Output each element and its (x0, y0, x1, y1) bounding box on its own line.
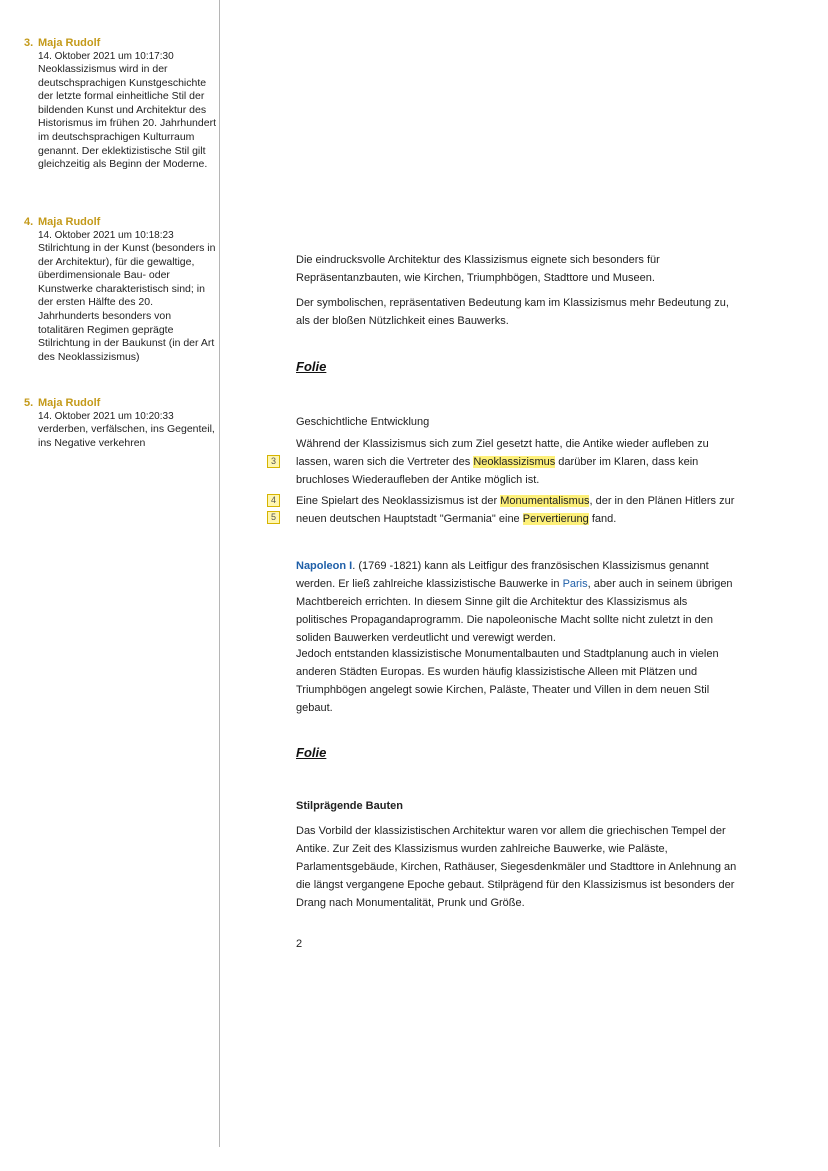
text-run: . (1769 -1821) kann als Leitfigur des französischen Klassizismus genannt werden. Er ließ zahlreiche klassizistische Bauwerke in (296, 560, 709, 590)
comment-number: 4. (24, 216, 34, 228)
comment-text: Stilrichtung in der Kunst (besonders in der Architektur), für die gewaltige, überdimensionale Bau- oder Kunstwerke charakteristisch sind; in der ersten Hälfte des 20. Jahrhunderts besonders von totalitären Regimen geprägte Stilrichtung in der Baukunst (in der Art des Neoklassizismus) (38, 242, 216, 363)
paragraph (296, 492, 741, 528)
paragraph: Die eindrucksvolle Architektur des Klassizismus eignete sich besonders für Repräsentanzbauten, wie Kirchen, Triumphbögen, Stadttore und Museen. (296, 254, 660, 284)
slide-marker: Folie (296, 745, 327, 760)
page-number: 2 (296, 938, 303, 950)
section-heading: Stilprägende Bauten (296, 800, 403, 812)
text-run: darüber im Klaren, dass kein bruchloses Wiederaufleben der Antike möglich ist. (296, 456, 699, 486)
text-run: Während der Klassizismus sich zum Ziel gesetzt hatte, die Antike wieder aufleben zu lassen, waren sich die Vertreter des (296, 438, 709, 468)
comment-number: 3. (24, 37, 34, 49)
comments-sidebar (0, 0, 220, 1147)
comment-header (24, 37, 216, 50)
comment-marker-5[interactable]: 5 (267, 511, 280, 524)
text-run: , aber auch in seinem übrigen Machtbereich errichten. In diesem Sinne gilt die Architektur des Klassizismus als politisches Propagandaprogramm. Die napoleonische Macht sollte nicht zuletzt in den soliden Bauwerken verdeutlicht und verewigt werden. (296, 578, 733, 644)
text-run: Eine Spielart des Neoklassizismus ist der (296, 495, 501, 507)
paragraph: Das Vorbild der klassizistischen Architektur waren vor allem die griechischen Tempel der Antike. Zur Zeit des Klassizismus wurden zahlreiche Bauwerke, wie Paläste, Parlamentsgebäude, Kirchen, Rathäuser, Siegesdenkmäler und Stadttore in Anlehnung an die längst vergangene Epoche gebaut. Stilprägend für den Klassizismus ist besonders der Drang nach Monumentalität, Prunk und Größe. (296, 825, 737, 909)
text-run: fand. (588, 513, 617, 525)
comment-date: 14. Oktober 2021 um 10:17:30 (38, 51, 174, 62)
comment-author: Maja Rudolf (38, 397, 101, 409)
text-run: , der in den Plänen Hitlers zur neuen deutschen Hauptstadt "Germania" eine (296, 495, 735, 525)
comment-3[interactable] (24, 37, 216, 172)
section-heading: Geschichtliche Entwicklung (296, 416, 430, 428)
link-paris[interactable]: Paris (562, 578, 588, 590)
comment-author: Maja Rudolf (38, 37, 101, 49)
comment-date: 14. Oktober 2021 um 10:20:33 (38, 411, 174, 422)
comment-author: Maja Rudolf (38, 216, 101, 228)
comment-marker-3[interactable]: 3 (267, 455, 280, 468)
paragraph (296, 557, 741, 647)
highlighted-term[interactable]: Neoklassizismus (473, 456, 556, 468)
comment-text: Neoklassizismus wird in der deutschsprachigen Kunstgeschichte der letzte formal einheitliche Stil der bildenden Kunst und Architektur des Historismus im frühen 20. Jahrhundert im deutschsprachigen Kulturraum genannt. Der eklektizistische Stil gilt gleichzeitig als Beginn der Moderne. (38, 63, 216, 171)
comment-date: 14. Oktober 2021 um 10:18:23 (38, 230, 174, 241)
slide-marker: Folie (296, 359, 327, 374)
comment-text: verderben, verfälschen, ins Gegenteil, ins Negative verkehren (38, 423, 215, 449)
comment-header (24, 216, 216, 229)
paragraph: Jedoch entstanden klassizistische Monumentalbauten und Stadtplanung auch in vielen anderen Städten Europas. Es wurden häufig klassizistische Alleen mit Plätzen und Triumphbögen angelegt sowie Kirchen, Paläste, Theater und Villen in dem neuen Stil gebaut. (296, 648, 719, 714)
highlighted-term[interactable]: Monumentalismus (500, 495, 590, 507)
comment-header (24, 397, 216, 410)
comment-number: 5. (24, 397, 34, 409)
comment-4[interactable] (24, 216, 216, 364)
paragraph (296, 435, 741, 489)
highlighted-term[interactable]: Pervertierung (522, 513, 589, 525)
comment-5[interactable] (24, 397, 216, 450)
link-napoleon[interactable]: Napoleon I (296, 560, 353, 572)
paragraph: Der symbolischen, repräsentativen Bedeutung kam im Klassizismus mehr Bedeutung zu, als der bloßen Nützlichkeit eines Bauwerks. (296, 297, 729, 327)
comment-marker-4[interactable]: 4 (267, 494, 280, 507)
